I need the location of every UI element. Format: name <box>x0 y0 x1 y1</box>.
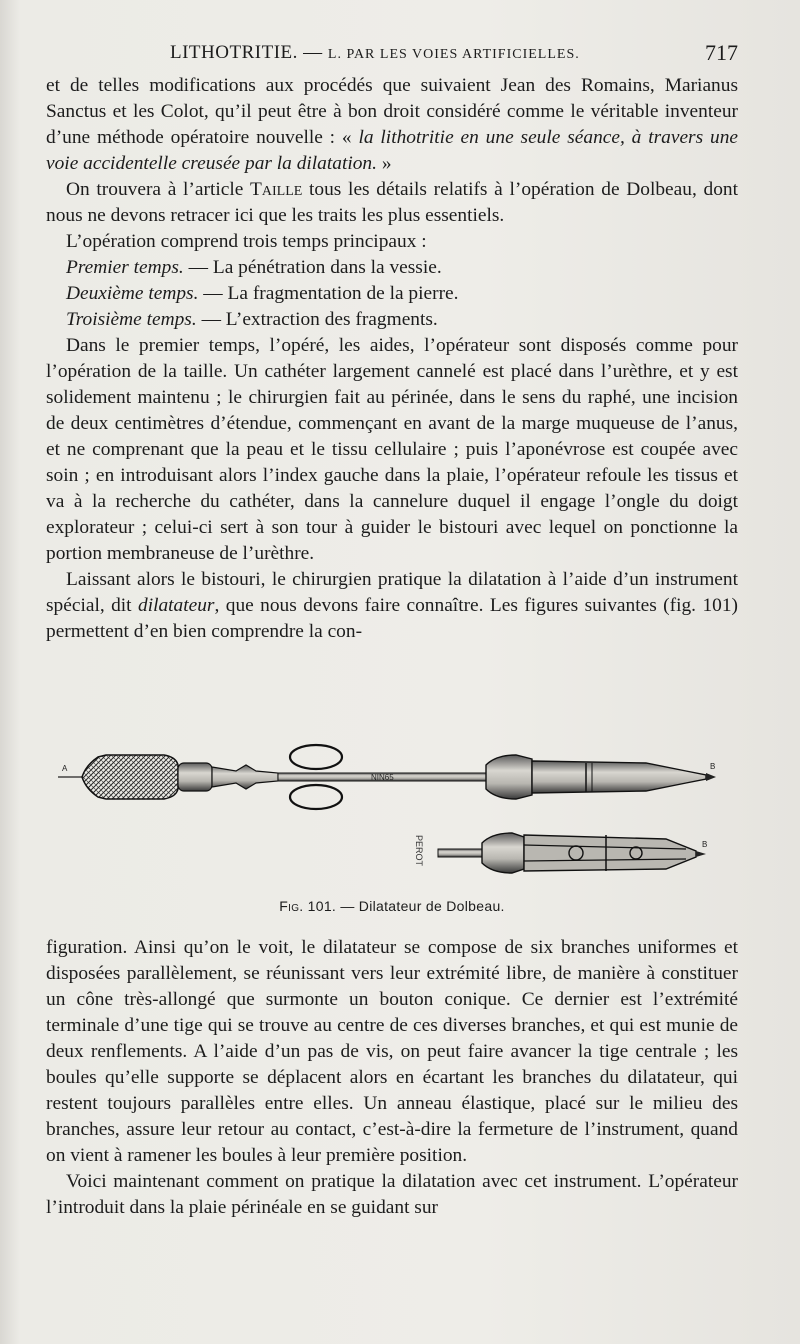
paragraph-steps-intro: L’opération comprend trois temps principaux : <box>66 231 427 252</box>
step-two <box>46 281 738 307</box>
italic-term: dilatateur <box>138 595 215 616</box>
paragraph-procedure: Voici maintenant comment on pratique la dilatation avec cet instrument. L’opérateur l’introduit dans la plaie périnéale en se guidant sur <box>46 1171 738 1218</box>
step-label: Deuxième temps. <box>66 283 199 304</box>
paragraph-text: tous les détails relatifs à l’opération de Dolbeau, dont nous ne devons retracer ici que les traits les plus essentiels. <box>46 179 738 226</box>
paragraph-text: Laissant alors le bistouri, le chirurgien pratique la dilatation à l’aide d’un instrument spécial, dit <box>46 569 738 616</box>
text-block-lower <box>46 935 738 1221</box>
dilator-engraving <box>46 735 738 895</box>
paragraph-reference <box>46 177 738 229</box>
step-one <box>46 255 738 281</box>
running-head <box>170 42 580 64</box>
paragraph-dilatation <box>46 567 738 645</box>
small-caps-term: Taille <box>250 179 303 200</box>
maker-mark: NIN65 <box>371 773 394 782</box>
step-three <box>46 307 738 333</box>
page-header <box>46 40 738 70</box>
paragraph-first-step: Dans le premier temps, l’opéré, les aides, l’opérateur sont disposés comme pour l’opération de la taille. Un cathéter largement cannelé est placé dans l’urèthre, et y est solidement maintenu ; le chirurgien fait au périnée, dans le sens du raphé, une incision de deux centimètres d’étendue, commençant en avant de la marge muqueuse de l’anus, et ne comprenant que la peau et le tissu cellulaire ; puis l’aponévrose est coupée avec soin ; en introduisant alors l’index gauche dans la plaie, l’opérateur refoule les tissus et va à la recherche du cathéter, dans la cannelure duquel il engage l’ongle du doigt explorateur ; celui-ci sert à son tour à guider le bistouri avec lequel on ponctionne la portion membraneuse de l’urèthre. <box>46 335 738 564</box>
step-text: — La fragmentation de la pierre. <box>198 283 459 304</box>
italic-quote: la lithotritie en une seule séance, à travers une voie accidentelle creusée par la dilatation. <box>46 127 739 174</box>
text-block-upper <box>46 73 738 645</box>
figure-caption-text: — Dilatateur de Dolbeau. <box>336 898 505 914</box>
paragraph-text: et de telles modifications aux procédés que suivaient Jean des Romains, Marianus Sanctus et les Colot, qu’il peut être à bon droit considéré comme le véritable inventeur d’une méthode opératoire nouvelle : « <box>46 75 738 148</box>
paragraph-intro <box>46 73 738 177</box>
paragraph-configuration: figuration. Ainsi qu’on le voit, le dilatateur se compose de six branches uniformes et disposées parallèlement, se réunissant vers leur extrémité libre, de manière à constituer un cône très-allongé que surmonte un bouton conique. Ce dernier est l’extrémité terminale d’une tige qui se trouve au centre de ces diverses branches, et qui est munie de deux renflements. A l’aide d’un pas de vis, on peut faire avancer la tige centrale ; les boules qu’elle supporte se déplacent alors en écartant les branches du dilatateur, qui restent toujours parallèles entre elles. Un anneau élastique, placé sur le milieu des branches, assure leur retour au contact, c’est-à-dire la fermeture de l’instrument, quand on vient à ramener les boules à leur première position. <box>46 937 738 1166</box>
figure-label: Fig. 101. <box>279 898 337 914</box>
paragraph-text: » <box>376 153 392 174</box>
figure-101 <box>46 735 738 925</box>
engraver-signature: PEROT <box>414 835 424 867</box>
running-head-subtitle: L. PAR LES VOIES ARTIFICIELLES. <box>327 47 580 62</box>
dilator-closed <box>58 745 716 809</box>
step-label: Troisième temps. <box>66 309 197 330</box>
running-head-dash: — <box>297 42 328 63</box>
step-text: — L’extraction des fragments. <box>196 309 438 330</box>
step-text: — La pénétration dans la vessie. <box>183 257 442 278</box>
paragraph-text: , que nous devons faire connaître. Les figures suivantes (fig. 101) permettent d’en bien comprendre la con- <box>46 595 738 642</box>
paragraph-text: On trouvera à l’article <box>66 179 251 200</box>
page-number: 717 <box>705 40 738 65</box>
dilator-opened-head <box>414 833 707 873</box>
running-head-title: LITHOTRITIE. <box>170 42 298 63</box>
figure-caption <box>46 898 738 914</box>
letter-a: A <box>62 764 68 773</box>
step-label: Premier temps. <box>66 257 184 278</box>
letter-b-second: B <box>702 840 708 849</box>
letter-b: B <box>710 762 716 771</box>
